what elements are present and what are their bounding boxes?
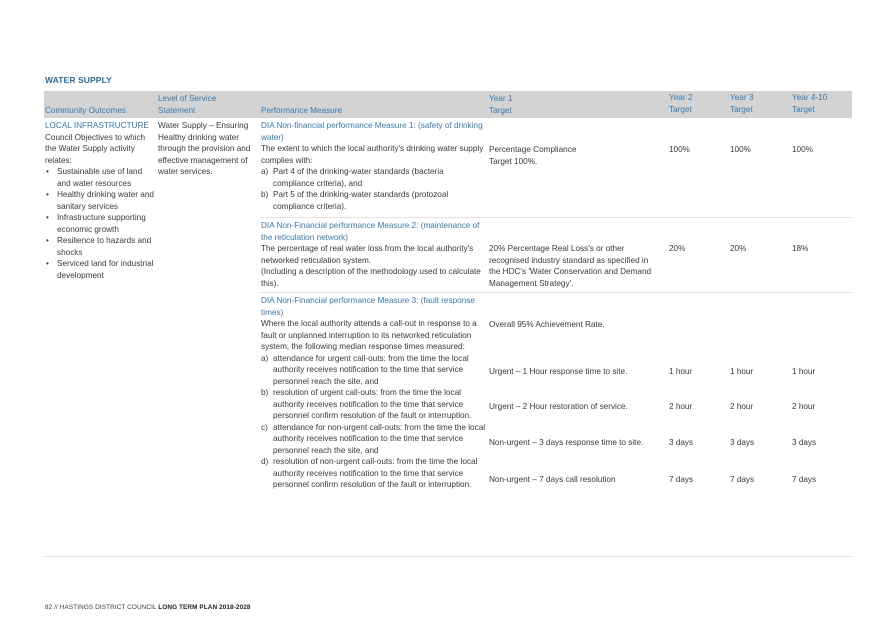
measure1-item-a-text: Part 4 of the drinking-water standards (bacteria compliance criteria), and (273, 167, 444, 188)
header-year2-line1: Year 2 (669, 93, 693, 102)
list-item: • Sustainable use of land and water resources (45, 166, 155, 189)
community-intro: Council Objectives to which the Water Supply activity relates: (45, 132, 146, 165)
measure2-note: (Including a description of the methodology used to calculate this). (261, 267, 481, 288)
measure3-row2-year4-10: 2 hour (792, 402, 816, 411)
measure3-row2-year1: Urgent – 2 Hour restoration of service. (489, 402, 628, 411)
measure3-item-b-text: resolution of urgent call-outs: from the time the local authority receives notification to the time that service personnel confirm resolution of the fault or interruption. (273, 388, 472, 420)
list-item: • Infrastructure supporting economic growth (45, 212, 155, 235)
header-year1-line1: Year 1 (489, 94, 513, 103)
header-year3-line2: Target (730, 104, 753, 114)
header-year4-10-line2: Target (792, 104, 815, 114)
measure1-cell (261, 120, 487, 212)
measure3-row1-year3: 1 hour (730, 367, 754, 376)
level-of-service-text: Water Supply – Ensuring Healthy drinking water through the provision and effective management of water services. (158, 121, 251, 176)
header-year3 (730, 92, 753, 115)
measure2-title: DIA Non-Financial performance Measure 2: (maintenance of the reticulation network) (261, 221, 480, 242)
measure3-description: Where the local authority attends a call-out in response to a fault or unplanned interruption to its networked reticulation system, the following median response times measured: (261, 319, 477, 351)
header-los-line2: Statement (158, 105, 196, 115)
measure3-overall: Overall 95% Achievement Rate. (489, 320, 605, 329)
measure3-item-c-text: attendance for non-urgent call-outs: from the time the local authority receives notification to the time that service personnel reach the site, and (273, 422, 486, 455)
measure3-item-a-letter: a) (261, 353, 269, 363)
header-level-of-service (158, 93, 216, 116)
measure1-description: The extent to which the local authority's drinking water supply complies with: (261, 144, 484, 165)
header-year2-line2: Target (669, 104, 692, 114)
measure3-item-a-text: attendance for urgent call-outs: from the time the local authority receives notification to the time that service personnel reach the site, and (273, 353, 469, 386)
measure1-year2: 100% (669, 145, 690, 154)
measure1-item-b (261, 189, 487, 212)
measure1-item-a-letter: a) (261, 167, 269, 176)
header-year4-10 (792, 92, 827, 115)
row-divider (260, 292, 852, 293)
measure1-year1-line2: Target 100%. (489, 156, 538, 166)
measure3-item-c-letter: c) (261, 422, 268, 432)
measure2-year2: 20% (669, 244, 686, 253)
measure3-row1-year2: 1 hour (669, 367, 693, 376)
header-year1 (489, 93, 512, 116)
measure3-row1-year1: Urgent – 1 Hour response time to site. (489, 367, 628, 376)
measure3-item-c (261, 422, 487, 457)
measure3-row3-year3: 3 days (730, 438, 755, 447)
measure1-item-a (261, 166, 487, 189)
measure3-row3-year2: 3 days (669, 438, 694, 447)
measure3-title: DIA Non-Financial performance Measure 3: (fault response times) (261, 296, 475, 317)
measure3-item-a (261, 353, 487, 388)
measure3-row2-year3: 2 hour (730, 402, 754, 411)
measure3-row3-year1: Non-urgent – 3 days response time to site. (489, 438, 644, 447)
header-los-line1: Level of Service (158, 94, 217, 103)
community-title: LOCAL INFRASTRUCTURE (45, 121, 149, 130)
measure2-description: The percentage of real water loss from the local authority's networked reticulation system. (261, 244, 474, 265)
measure3-row4-year2: 7 days (669, 475, 694, 484)
row-divider (260, 217, 852, 218)
measure2-year3: 20% (730, 244, 747, 253)
measure3-row2-year2: 2 hour (669, 402, 693, 411)
measure3-cell (261, 295, 487, 491)
measure1-year3: 100% (730, 145, 751, 154)
header-community-outcomes: Community Outcomes (45, 106, 126, 115)
measure2-cell (261, 220, 487, 289)
measure1-year1 (489, 144, 659, 167)
measure2-year1: 20% Percentage Real Loss's or other recognised industry standard as specified in the HDC's 'Water Conservation and Demand Management Strategy'. (489, 244, 652, 288)
measure3-row4-year1: Non-urgent – 7 days call resolution (489, 475, 616, 484)
measure3-row3-year4-10: 3 days (792, 438, 817, 447)
measure3-item-b (261, 387, 487, 422)
measure1-item-b-letter: b) (261, 190, 269, 199)
community-objectives-list (45, 166, 155, 281)
measure2-year4-10: 18% (792, 244, 809, 253)
measure3-row4-year4-10: 7 days (792, 475, 817, 484)
measure3-item-d-letter: d) (261, 457, 269, 466)
list-item: • Resilience to hazards and shocks (45, 235, 155, 258)
header-year3-line1: Year 3 (730, 93, 754, 102)
measure1-year1-line1: Percentage Compliance (489, 145, 577, 154)
footer-prefix: 82 // HASTINGS DISTRICT COUNCIL (45, 604, 159, 611)
list-item: • Healthy drinking water and sanitary services (45, 189, 155, 212)
measure3-item-b-letter: b) (261, 388, 269, 397)
measure3-row1-year4-10: 1 hour (792, 367, 816, 376)
list-item: • Serviced land for industrial development (45, 258, 155, 281)
measure3-item-d-text: resolution of non-urgent call-outs: from the time the local authority receives notification to the time that service personnel confirm resolution of the fault or interruption. (273, 457, 478, 489)
measure3-row4-year3: 7 days (730, 475, 755, 484)
footer-plan-title: LONG TERM PLAN 2018-2028 (158, 604, 251, 611)
section-title: WATER SUPPLY (45, 75, 112, 85)
header-performance-measure: Performance Measure (261, 106, 342, 115)
header-year4-10-line1: Year 4-10 (792, 93, 828, 102)
measure1-title: DIA Non-financial performance Measure 1: (safety of drinking water) (261, 121, 483, 142)
measure1-year4-10: 100% (792, 145, 813, 154)
community-outcomes-cell (45, 120, 155, 281)
page-footer (45, 604, 251, 611)
table-bottom-rule (44, 556, 852, 557)
measure3-item-d (261, 456, 487, 491)
header-year1-line2: Target (489, 105, 512, 115)
measure1-item-b-text: Part 5 of the drinking-water standards (protozoal compliance criteria). (273, 190, 449, 211)
header-year2 (669, 92, 692, 115)
